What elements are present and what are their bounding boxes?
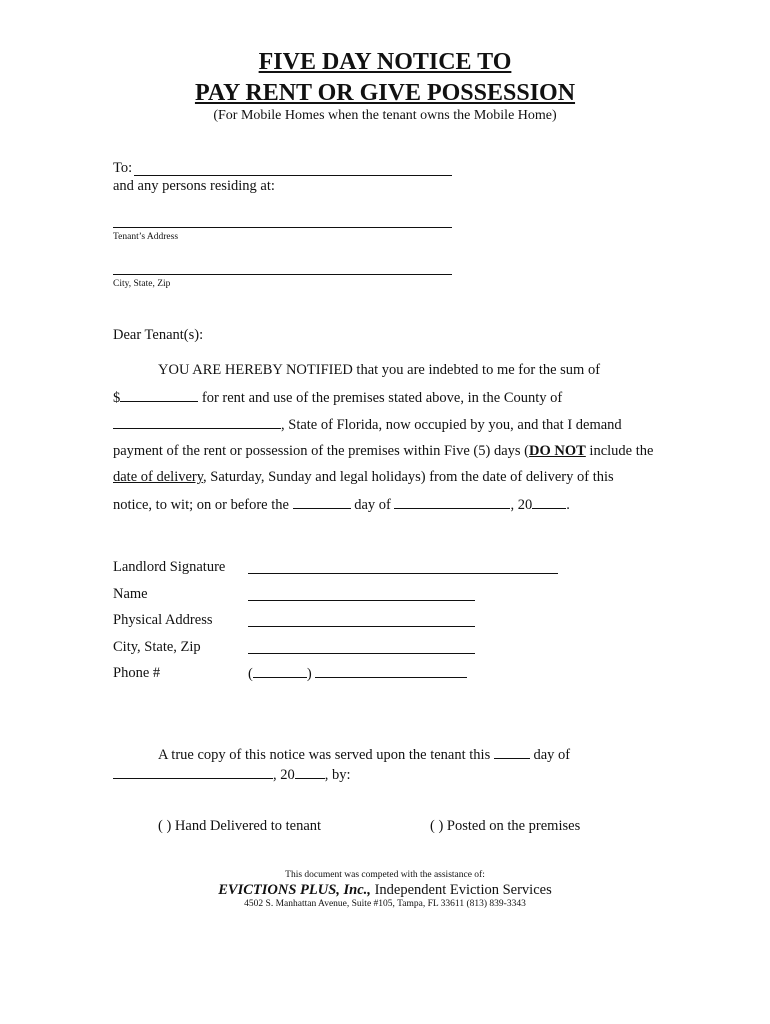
phone-close-paren: ): [306, 666, 312, 682]
paragraph-line-2-text: for rent and use of the premises stated above, in the County of: [201, 390, 563, 406]
on-or-before-text: notice, to wit; on or before the: [113, 497, 289, 513]
service-day-of-text: day of: [533, 747, 571, 763]
title-line-1: FIVE DAY NOTICE TO: [258, 49, 512, 75]
phone-field: [248, 665, 467, 683]
residing-label: and any persons residing at:: [113, 178, 275, 194]
year-prefix: , 20: [510, 497, 533, 513]
phone-label: Phone #: [113, 665, 161, 681]
amount-blank[interactable]: [120, 389, 198, 402]
landlord-name-label: Name: [113, 586, 148, 602]
service-month-blank[interactable]: [113, 766, 273, 779]
phone-open-paren: (: [248, 666, 253, 682]
paragraph-line-1: YOU ARE HEREBY NOTIFIED that you are indebted to me for the sum of: [158, 362, 601, 378]
landlord-city-state-zip-label: City, State, Zip: [113, 639, 201, 655]
date-of-delivery-emphasis: date of delivery: [113, 469, 204, 485]
subtitle: (For Mobile Homes when the tenant owns the Mobile Home): [213, 108, 557, 123]
paragraph-line-3: [113, 416, 622, 434]
company-description: Independent Eviction Services: [370, 882, 552, 898]
landlord-signature-label: Landlord Signature: [113, 559, 226, 575]
paragraph-line-5-text: , Saturday, Sunday and legal holidays) from the date of delivery of this: [203, 469, 614, 485]
dollar-sign: $: [113, 390, 121, 406]
phone-number-blank[interactable]: [315, 665, 467, 678]
paragraph-line-2: [113, 389, 562, 407]
period: .: [566, 497, 570, 513]
area-code-blank[interactable]: [253, 665, 307, 678]
paragraph-line-4: [113, 443, 653, 460]
physical-address-label: Physical Address: [113, 612, 213, 628]
company-line: [0, 882, 770, 899]
landlord-signature-blank[interactable]: [248, 573, 558, 574]
city-state-zip-blank[interactable]: [113, 274, 452, 275]
assist-note: This document was competed with the assistance of:: [285, 870, 485, 880]
to-label: To:: [113, 160, 133, 176]
paragraph-line-6: [113, 496, 570, 514]
landlord-name-blank[interactable]: [248, 600, 475, 601]
month-blank[interactable]: [394, 496, 510, 509]
service-year-prefix: , 20: [273, 767, 295, 783]
day-of-text: day of: [354, 497, 391, 513]
county-blank[interactable]: [113, 416, 281, 429]
year-blank[interactable]: [532, 496, 566, 509]
paragraph-line-5: [113, 469, 614, 486]
paragraph-line-4-end: include the: [585, 443, 654, 459]
paragraph-line-4-text: payment of the rent or possession of the premises within Five (5) days (: [113, 443, 529, 459]
service-line-2: [113, 766, 351, 784]
tenant-address-blank[interactable]: [113, 227, 452, 228]
paragraph-line-3-text: , State of Florida, now occupied by you, and that I demand: [281, 417, 622, 433]
do-not-emphasis: DO NOT: [529, 443, 586, 459]
service-day-blank[interactable]: [494, 746, 530, 759]
service-by-text: , by:: [324, 767, 351, 783]
city-state-zip-caption: City, State, Zip: [113, 279, 171, 289]
to-blank[interactable]: [134, 175, 452, 176]
tenant-address-caption: Tenant’s Address: [113, 232, 179, 242]
company-name: EVICTIONS PLUS, Inc.,: [218, 882, 371, 898]
company-address: 4502 S. Manhattan Avenue, Suite #105, Tampa, FL 33611 (813) 839-3343: [244, 899, 526, 909]
day-blank[interactable]: [293, 496, 351, 509]
true-copy-text: A true copy of this notice was served upon the tenant this: [158, 747, 491, 763]
landlord-city-state-zip-blank[interactable]: [248, 653, 475, 654]
service-line-1: [158, 746, 570, 764]
hand-delivered-option[interactable]: ( ) Hand Delivered to tenant: [158, 818, 322, 834]
service-year-blank[interactable]: [295, 766, 325, 779]
posted-option[interactable]: ( ) Posted on the premises: [430, 818, 581, 834]
title-line-2: PAY RENT OR GIVE POSSESSION: [194, 80, 576, 106]
physical-address-blank[interactable]: [248, 626, 475, 627]
salutation: Dear Tenant(s):: [113, 327, 204, 343]
